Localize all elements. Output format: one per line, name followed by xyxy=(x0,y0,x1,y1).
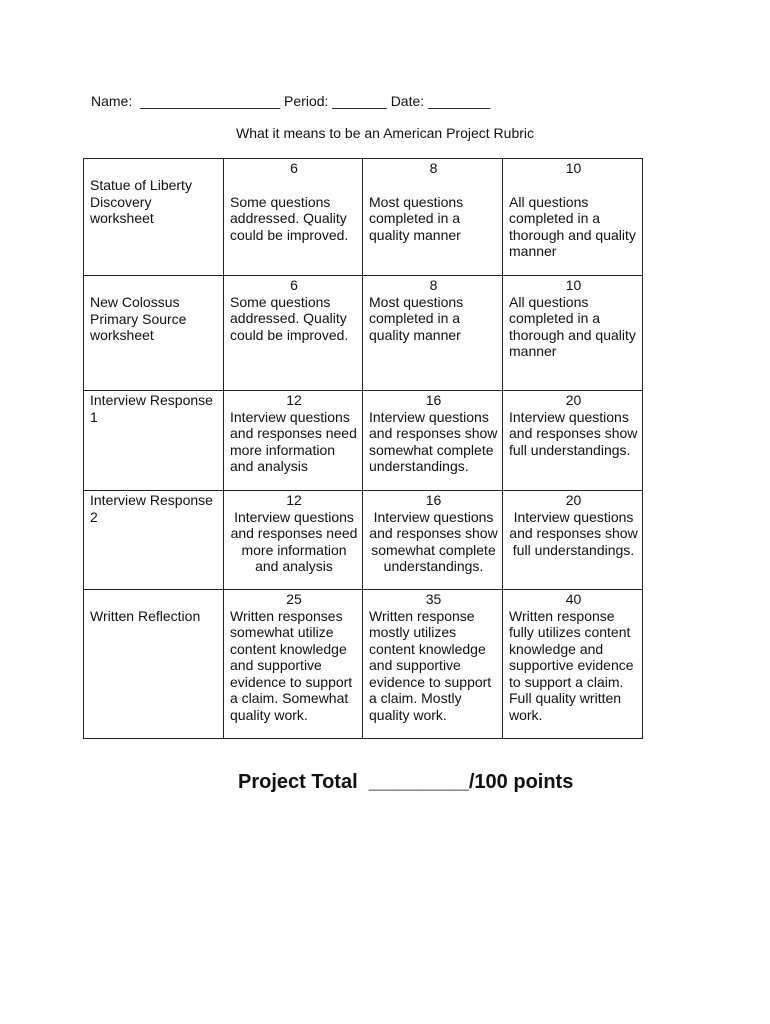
score-cell xyxy=(363,159,503,276)
criterion-cell xyxy=(84,491,224,590)
score-cell xyxy=(363,590,503,739)
score-header: 10 xyxy=(565,160,582,176)
criterion-cell xyxy=(84,276,224,391)
score-description: Some questions addressed. Quality could be improved. xyxy=(230,293,349,343)
score-description: Interview questions and responses show full understandings. xyxy=(509,408,638,458)
score-description: All questions completed in a thorough and quality manner xyxy=(509,193,636,259)
score-value: 20 xyxy=(565,492,582,508)
score-cell xyxy=(363,276,503,391)
score-description: Written response fully utilizes content knowledge and supportive evidence to support a claim. Full quality written work. xyxy=(509,607,634,723)
score-value: 12 xyxy=(286,392,302,408)
score-description: Most questions completed in a quality manner xyxy=(369,193,464,243)
score-description: Interview questions and responses need more information and analysis xyxy=(230,408,357,474)
score-cell xyxy=(224,159,363,276)
score-cell xyxy=(224,276,363,391)
score-cell xyxy=(224,391,363,491)
score-cell xyxy=(224,590,363,739)
project-total: Project Total _________/100 points xyxy=(238,771,574,793)
score-cell xyxy=(503,391,643,491)
score-value: 10 xyxy=(565,277,582,293)
rubric-row-written-reflection xyxy=(84,590,643,739)
rubric-row-interview-1 xyxy=(84,391,643,491)
score-value: 40 xyxy=(565,591,582,607)
score-description: Written responses somewhat utilize content knowledge and supportive evidence to support a claim. Somewhat quality work. xyxy=(230,607,353,723)
score-cell xyxy=(503,276,643,391)
criterion-cell xyxy=(84,590,224,739)
score-description: Written response mostly utilizes content knowledge and supportive evidence to support a claim. Mostly quality work. xyxy=(369,607,492,723)
score-value: 16 xyxy=(425,392,442,408)
score-cell xyxy=(503,491,643,590)
criterion-label: Interview Response 2 xyxy=(90,492,213,525)
score-description: Interview questions and responses need more information and analysis xyxy=(230,508,358,574)
score-value: 8 xyxy=(429,277,438,293)
score-cell xyxy=(224,491,363,590)
score-header: 6 xyxy=(290,160,298,176)
score-cell xyxy=(503,590,643,739)
rubric-table xyxy=(83,158,643,739)
score-value: 35 xyxy=(425,591,442,607)
rubric-row-interview-2 xyxy=(84,491,643,590)
score-value: 6 xyxy=(290,277,298,293)
score-cell xyxy=(363,391,503,491)
criterion-label: Interview Response 1 xyxy=(90,392,213,425)
criterion-cell xyxy=(84,159,224,276)
student-info-line: Name: __________________ Period: _______ Date: ________ xyxy=(91,93,491,109)
rubric-row-statue xyxy=(84,159,643,276)
score-value: 12 xyxy=(286,492,302,508)
score-description: Most questions completed in a quality manner xyxy=(369,293,464,343)
score-header: 8 xyxy=(429,160,438,176)
score-description: Interview questions and responses show full understandings. xyxy=(509,508,638,558)
score-description: Interview questions and responses show somewhat complete understandings. xyxy=(369,508,498,574)
criterion-cell xyxy=(84,391,224,491)
criterion-label: Written Reflection xyxy=(90,608,201,624)
score-cell xyxy=(503,159,643,276)
rubric-row-new-colossus xyxy=(84,276,643,391)
score-value: 25 xyxy=(286,591,302,607)
criterion-label: Statue of Liberty Discovery worksheet xyxy=(90,177,192,226)
rubric-title: What it means to be an American Project Rubric xyxy=(235,125,535,141)
criterion-label: New Colossus Primary Source worksheet xyxy=(90,294,187,343)
score-description: Interview questions and responses show somewhat complete understandings. xyxy=(369,408,498,474)
score-value: 16 xyxy=(425,492,442,508)
score-description: Some questions addressed. Quality could be improved. xyxy=(230,193,349,243)
score-description: All questions completed in a thorough and quality manner xyxy=(509,293,636,359)
score-value: 20 xyxy=(565,392,582,408)
score-cell xyxy=(363,491,503,590)
